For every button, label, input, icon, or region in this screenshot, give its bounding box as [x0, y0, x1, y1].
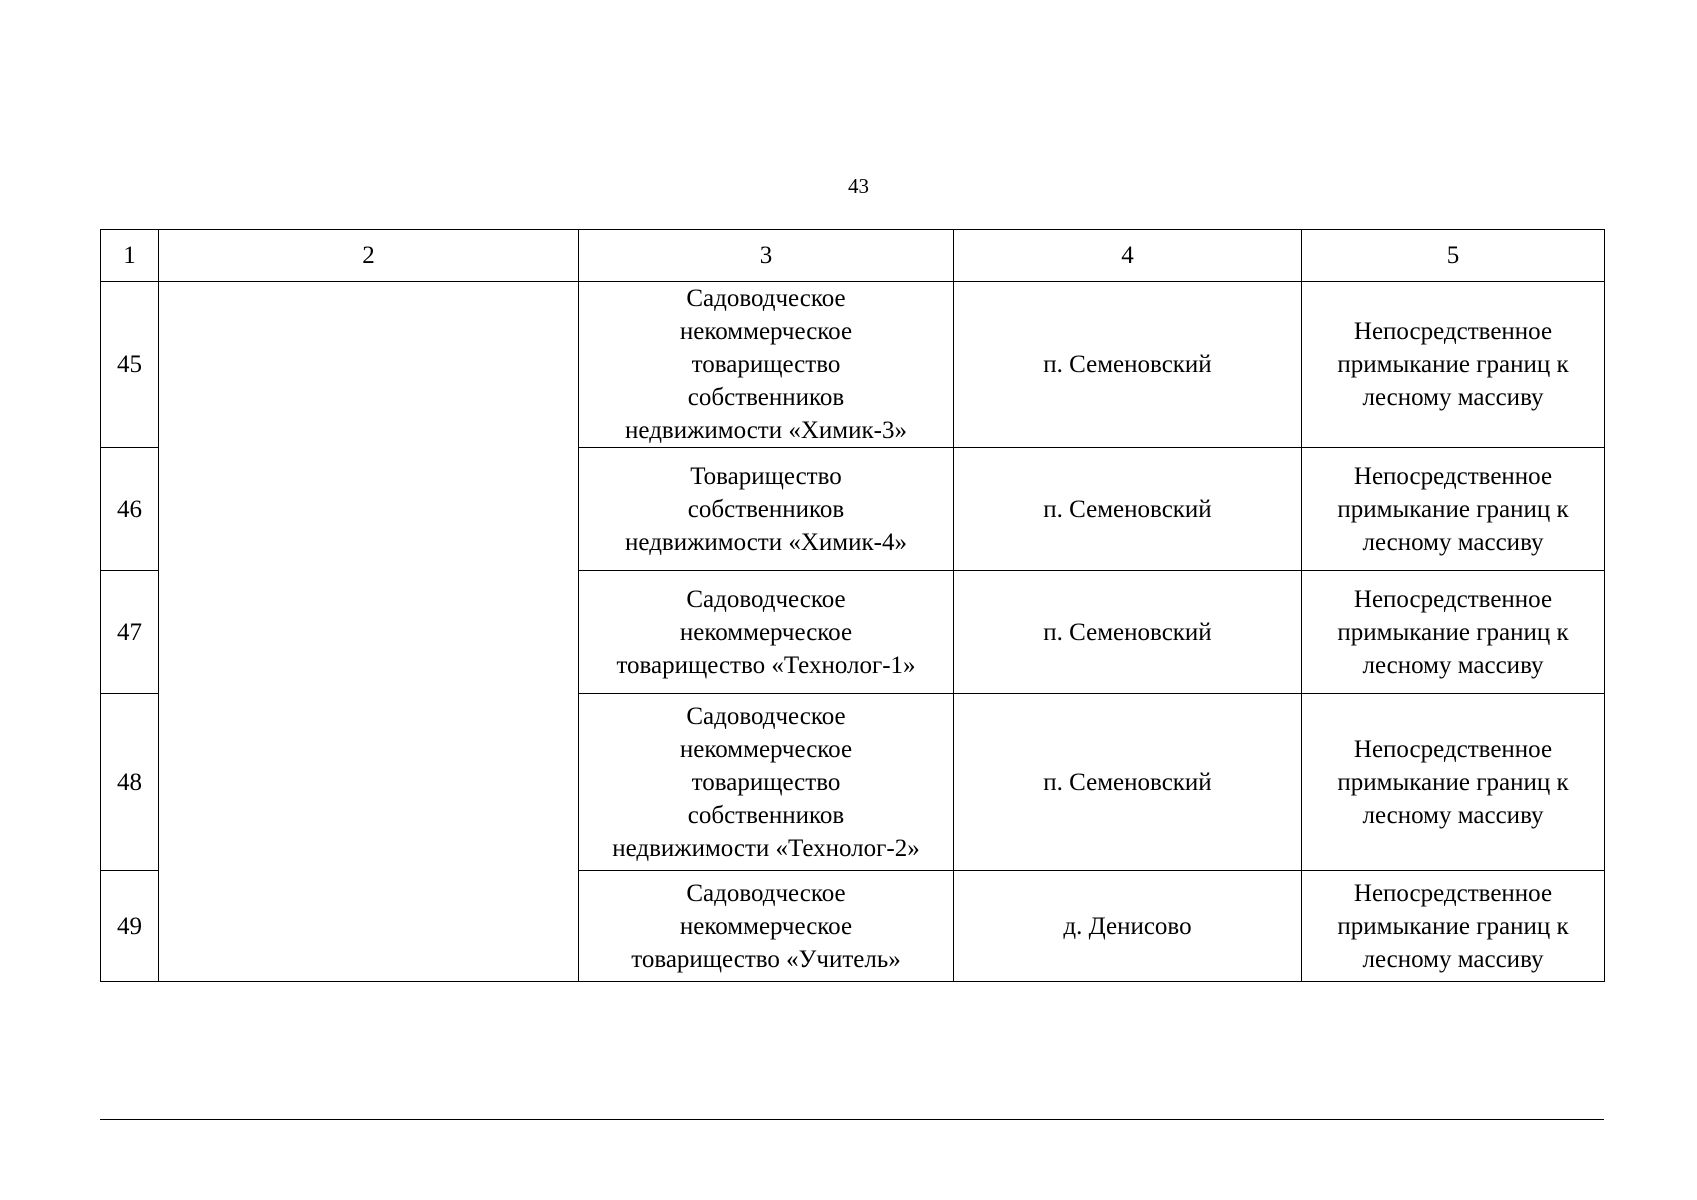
row-number: 47: [101, 571, 159, 694]
location: п. Семеновский: [954, 571, 1302, 694]
note: Непосредственное примыкание границ к лесному массиву: [1302, 282, 1605, 448]
header-cell-2: 2: [159, 230, 579, 282]
header-cell-4: 4: [954, 230, 1302, 282]
header-cell-5: 5: [1302, 230, 1605, 282]
organization-name: Товарищество собственников недвижимости «Химик-4»: [579, 448, 954, 571]
settlements-table: [100, 229, 1605, 982]
merged-empty-cell: [159, 282, 579, 982]
note: Непосредственное примыкание границ к лесному массиву: [1302, 871, 1605, 982]
note: Непосредственное примыкание границ к лесному массиву: [1302, 448, 1605, 571]
header-cell-1: 1: [101, 230, 159, 282]
table-row: [101, 282, 1605, 448]
row-number: 49: [101, 871, 159, 982]
note: Непосредственное примыкание границ к лесному массиву: [1302, 694, 1605, 871]
note: Непосредственное примыкание границ к лесному массиву: [1302, 571, 1605, 694]
row-number: 46: [101, 448, 159, 571]
location: п. Семеновский: [954, 448, 1302, 571]
row-number: 48: [101, 694, 159, 871]
organization-name: Садоводческое некоммерческое товарищество собственников недвижимости «Технолог-2»: [579, 694, 954, 871]
page-number: 43: [848, 174, 869, 198]
organization-name: Садоводческое некоммерческое товарищество собственников недвижимости «Химик-3»: [579, 282, 954, 448]
location: п. Семеновский: [954, 694, 1302, 871]
header-cell-3: 3: [579, 230, 954, 282]
footer-rule: [100, 1119, 1604, 1120]
organization-name: Садоводческое некоммерческое товарищество «Технолог-1»: [579, 571, 954, 694]
organization-name: Садоводческое некоммерческое товарищество «Учитель»: [579, 871, 954, 982]
location: п. Семеновский: [954, 282, 1302, 448]
location: д. Денисово: [954, 871, 1302, 982]
row-number: 45: [101, 282, 159, 448]
table-header-row: [101, 230, 1605, 282]
